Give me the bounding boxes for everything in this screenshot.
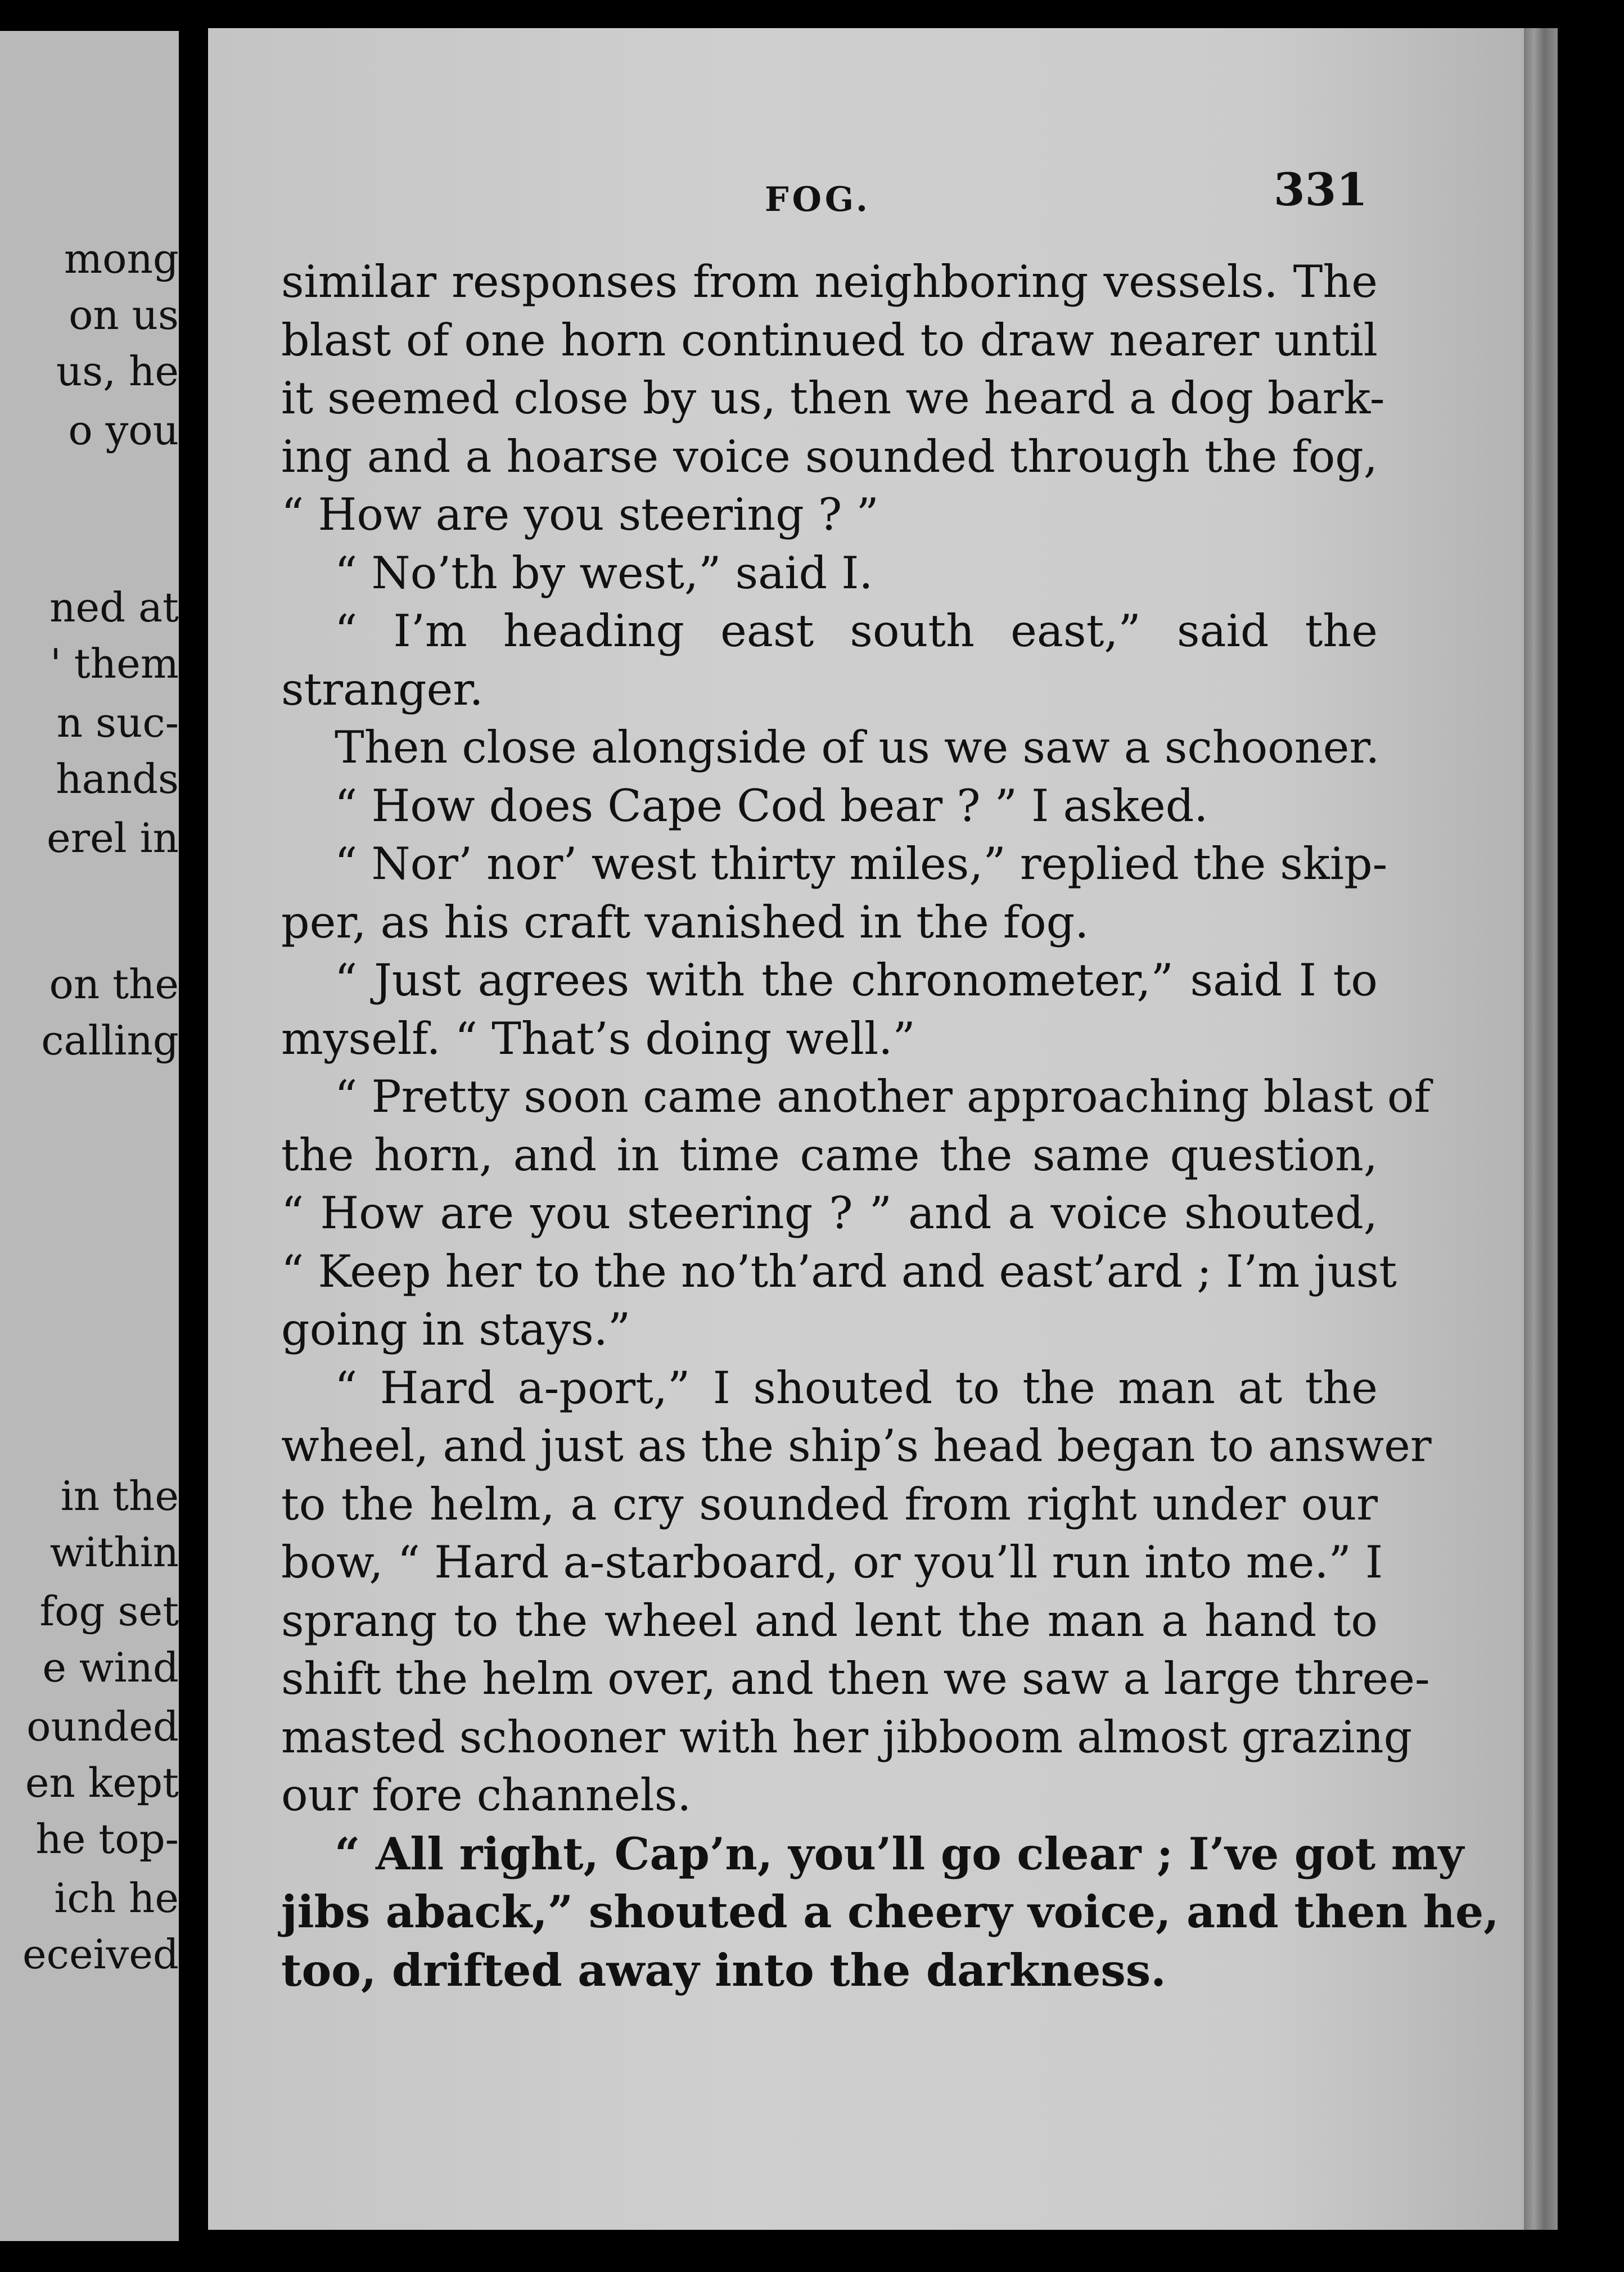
left-page-line: fog set [39,1588,179,1635]
text-line: myself. “ That’s doing well.” [281,1012,915,1065]
text-line: similar responses from neighboring vessels. The [281,256,1378,308]
text-line: “ Pretty soon came another approaching blast of [335,1071,1431,1123]
text-line: bow, “ Hard a-starboard, or you’ll run into me.” I [281,1536,1383,1588]
text-line: shift the helm over, and then we saw a large three- [281,1653,1430,1705]
left-page-line: ich he [54,1874,179,1922]
text-line: “ How are you steering ? ” [281,489,879,540]
text-line: sprang to the wheel and lent the man a hand to [281,1594,1378,1647]
text-line: “ Keep her to the no’th’ard and east’ard ; I’m just [281,1245,1397,1297]
book-gutter [179,31,208,2241]
book-page [208,28,1524,2230]
text-line: jibs aback,” shouted a cheery voice, and then he, [281,1886,1499,1938]
text-line: “ How are you steering ? ” and a voice shouted, [281,1187,1378,1239]
text-line: blast of one horn continued to draw nearer until [281,314,1378,366]
left-page-line: ounded [26,1703,179,1750]
text-line: the horn, and in time came the same question, [281,1129,1378,1181]
body-text [281,253,1499,1999]
left-page-line: en kept [25,1759,179,1806]
left-page-line: mong [64,235,179,282]
page-number: 331 [1274,163,1368,216]
text-line: our fore channels. [281,1769,692,1821]
text-line: masted schooner with her jibboom almost grazing [281,1711,1413,1763]
left-page-line: he top- [35,1815,179,1863]
text-line: “ How does Cape Cod bear ? ” I asked. [335,779,1208,832]
left-page-line: e wind [42,1644,179,1691]
text-line: “ No’th by west,” said I. [335,547,873,599]
left-page-line: on the [49,961,179,1008]
text-line: it seemed close by us, then we heard a dog bark- [281,372,1385,424]
page-header [208,157,1524,225]
text-line: “ Hard a-port,” I shouted to the man at the [335,1362,1378,1414]
text-line: “ Just agrees with the chronometer,” said I to [335,954,1378,1006]
text-line: going in stays.” [281,1304,631,1355]
text-line: per, as his craft vanished in the fog. [281,896,1089,948]
text-line: Then close alongside of us we saw a schooner. [335,722,1380,773]
left-page-line: calling [41,1017,179,1064]
left-page-line: ' them [50,640,179,687]
page-edge [1524,28,1558,2230]
text-line: stranger. [281,663,484,715]
scan-border [1558,0,1624,2272]
left-page-line: ned at [49,584,179,631]
text-line: “ I’m heading east south east,” said the [335,605,1378,657]
left-page-line: erel in [47,814,179,862]
text-line: ing and a hoarse voice sounded through the fog, [281,430,1378,483]
left-page-line: n suc- [56,699,179,746]
left-page-line: in the [60,1472,179,1520]
left-page-line: us, he [56,348,179,395]
running-head: FOG. [765,180,871,219]
left-page-line: on us [69,291,179,339]
text-line: too, drifted away into the darkness. [281,1944,1166,1996]
left-page-line: eceived [22,1931,179,1978]
text-line: “ Nor’ nor’ west thirty miles,” replied the skip- [335,838,1388,890]
text-line: “ All right, Cap’n, you’ll go clear ; I’ve got my [335,1827,1464,1880]
left-page-line: within [49,1529,179,1576]
left-page-line: hands [56,755,179,803]
left-page-line: o you [68,407,179,454]
left-page-fragment [0,31,179,2241]
text-line: to the helm, a cry sounded from right under our [281,1478,1378,1530]
text-line: wheel, and just as the ship’s head began to answer [281,1420,1432,1472]
